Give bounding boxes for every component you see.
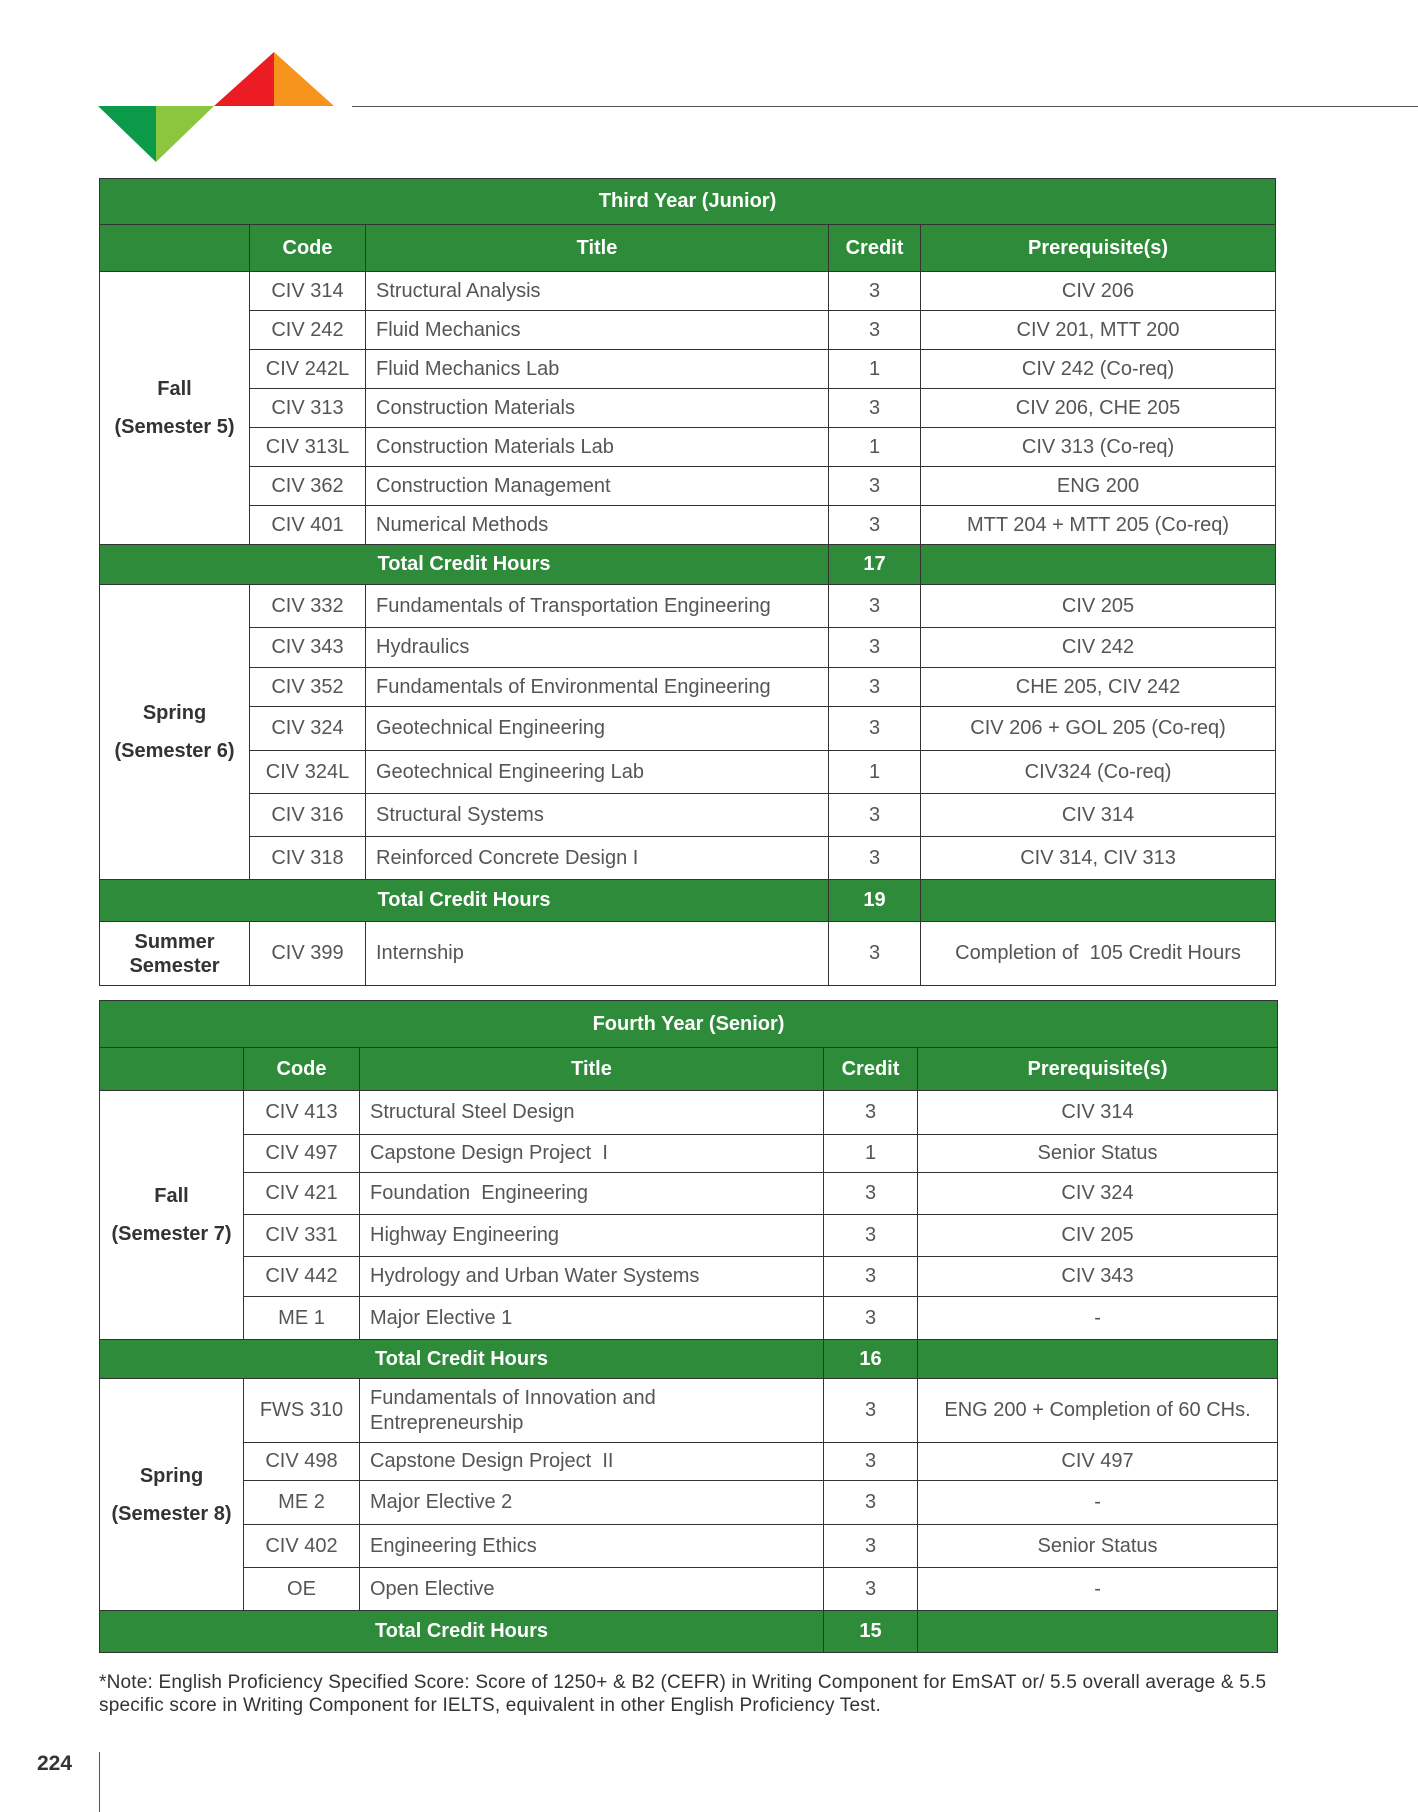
table-row	[100, 628, 1276, 668]
header-credit: Credit	[829, 225, 921, 272]
course-title: Hydrology and Urban Water Systems	[360, 1257, 824, 1297]
semester-name: Fall	[154, 1185, 189, 1207]
total-row	[100, 1611, 1278, 1653]
course-code: CIV 316	[250, 794, 366, 837]
semester-number: (Semester 8)	[111, 1502, 232, 1525]
total-label: Total Credit Hours	[100, 545, 829, 585]
course-prereq: CIV324 (Co-req)	[921, 751, 1276, 794]
course-code: CIV 352	[250, 668, 366, 707]
course-title: Structural Steel Design	[360, 1091, 824, 1135]
table-title: Fourth Year (Senior)	[100, 1001, 1278, 1048]
course-credit: 1	[829, 428, 921, 467]
table-row	[100, 350, 1276, 389]
course-title: Open Elective	[360, 1568, 824, 1611]
english-proficiency-note: *Note: English Proficiency Specified Score: Score of 1250+ & B2 (CEFR) in Writing Component for EmSAT or/ 5.5 overall average & 5.5 specific score in Writing Component for IELTS, equivalent in other English Proficiency Test.	[99, 1672, 1267, 1716]
table-row	[100, 506, 1276, 545]
semester-name: Summer	[134, 930, 215, 953]
course-prereq: -	[918, 1568, 1278, 1611]
course-prereq: CIV 205	[918, 1215, 1278, 1257]
course-prereq: CIV 206	[921, 272, 1276, 311]
course-credit: 3	[829, 837, 921, 880]
table-title: Third Year (Junior)	[100, 179, 1276, 225]
course-code: CIV 343	[250, 628, 366, 668]
course-code: CIV 324	[250, 707, 366, 751]
header-prereq: Prerequisite(s)	[921, 225, 1276, 272]
course-title: Capstone Design Project I	[360, 1135, 824, 1173]
logo-red-triangle	[214, 52, 274, 106]
semester-label	[100, 1379, 244, 1611]
table-row	[100, 751, 1276, 794]
course-title: Geotechnical Engineering	[366, 707, 829, 751]
course-credit: 3	[829, 272, 921, 311]
course-prereq: CIV 343	[918, 1257, 1278, 1297]
course-code: ME 1	[244, 1297, 360, 1340]
course-prereq: ENG 200	[921, 467, 1276, 506]
course-title: Reinforced Concrete Design I	[366, 837, 829, 880]
course-credit: 3	[829, 585, 921, 628]
semester-number: (Semester 6)	[114, 740, 235, 762]
logo-orange-triangle	[274, 52, 334, 106]
table-row	[100, 1443, 1278, 1481]
course-credit: 3	[829, 389, 921, 428]
table-row	[100, 1379, 1278, 1443]
semester-label	[100, 272, 250, 545]
table-row	[100, 1215, 1278, 1257]
course-credit: 3	[829, 794, 921, 837]
table-row	[100, 668, 1276, 707]
course-prereq: MTT 204 + MTT 205 (Co-req)	[921, 506, 1276, 545]
course-prereq: Completion of 105 Credit Hours	[921, 922, 1276, 986]
course-prereq: CIV 314, CIV 313	[921, 837, 1276, 880]
table-row	[100, 1091, 1278, 1135]
header-credit: Credit	[824, 1048, 918, 1091]
course-credit: 3	[829, 707, 921, 751]
course-code: CIV 442	[244, 1257, 360, 1297]
course-credit: 3	[829, 628, 921, 668]
total-value: 15	[824, 1611, 918, 1653]
course-prereq: CIV 314	[921, 794, 1276, 837]
course-prereq: CIV 497	[918, 1443, 1278, 1481]
total-value: 16	[824, 1340, 918, 1379]
course-code: OE	[244, 1568, 360, 1611]
header-title: Title	[360, 1048, 824, 1091]
table-row	[100, 389, 1276, 428]
table-row	[100, 1568, 1278, 1611]
course-credit: 3	[824, 1443, 918, 1481]
course-code: CIV 421	[244, 1173, 360, 1215]
course-title: Engineering Ethics	[360, 1525, 824, 1568]
course-code: CIV 332	[250, 585, 366, 628]
table-row	[100, 794, 1276, 837]
total-empty	[921, 880, 1276, 922]
total-label: Total Credit Hours	[100, 1340, 824, 1379]
course-prereq: CHE 205, CIV 242	[921, 668, 1276, 707]
course-credit: 3	[824, 1481, 918, 1525]
table-row	[100, 1173, 1278, 1215]
course-prereq: CIV 314	[918, 1091, 1278, 1135]
header-code: Code	[244, 1048, 360, 1091]
total-empty	[921, 545, 1276, 585]
table-row	[100, 428, 1276, 467]
course-title: Construction Materials	[366, 389, 829, 428]
course-credit: 3	[824, 1257, 918, 1297]
course-prereq: CIV 242 (Co-req)	[921, 350, 1276, 389]
semester-number: (Semester 5)	[114, 416, 235, 438]
table-row	[100, 1525, 1278, 1568]
table-row	[100, 272, 1276, 311]
total-label: Total Credit Hours	[100, 880, 829, 922]
header-prereq: Prerequisite(s)	[918, 1048, 1278, 1091]
table-row	[100, 707, 1276, 751]
course-prereq: CIV 206, CHE 205	[921, 389, 1276, 428]
course-title: Major Elective 2	[360, 1481, 824, 1525]
course-title: Structural Analysis	[366, 272, 829, 311]
course-code: CIV 242	[250, 311, 366, 350]
course-code: CIV 401	[250, 506, 366, 545]
course-title: Highway Engineering	[360, 1215, 824, 1257]
course-title: Construction Management	[366, 467, 829, 506]
course-prereq: Senior Status	[918, 1525, 1278, 1568]
course-prereq: -	[918, 1481, 1278, 1525]
fourth-year-table	[99, 1000, 1278, 1653]
header-empty	[100, 1048, 244, 1091]
course-title: Structural Systems	[366, 794, 829, 837]
third-year-table	[99, 178, 1276, 986]
course-title: Fluid Mechanics Lab	[366, 350, 829, 389]
course-title: Fluid Mechanics	[366, 311, 829, 350]
course-credit: 3	[829, 467, 921, 506]
semester-label	[100, 585, 250, 880]
logo-triangles	[98, 50, 334, 162]
course-credit: 3	[824, 1379, 918, 1443]
header-code: Code	[250, 225, 366, 272]
course-credit: 3	[824, 1568, 918, 1611]
course-title: Construction Materials Lab	[366, 428, 829, 467]
course-title: Major Elective 1	[360, 1297, 824, 1340]
course-credit: 3	[829, 311, 921, 350]
course-prereq: CIV 242	[921, 628, 1276, 668]
semester-number: (Semester 7)	[111, 1223, 232, 1245]
table-row	[100, 1481, 1278, 1525]
header-rule	[352, 106, 1418, 107]
logo-dark-green-triangle	[98, 106, 156, 162]
course-title: Numerical Methods	[366, 506, 829, 545]
course-code: CIV 324L	[250, 751, 366, 794]
course-code: CIV 318	[250, 837, 366, 880]
header-row	[100, 1048, 1278, 1091]
course-prereq: CIV 201, MTT 200	[921, 311, 1276, 350]
course-prereq: CIV 313 (Co-req)	[921, 428, 1276, 467]
total-row	[100, 880, 1276, 922]
course-credit: 3	[824, 1525, 918, 1568]
header-empty	[100, 225, 250, 272]
course-code: ME 2	[244, 1481, 360, 1525]
course-credit: 3	[824, 1091, 918, 1135]
course-credit: 3	[824, 1215, 918, 1257]
table-row	[100, 311, 1276, 350]
semester-label	[100, 1091, 244, 1340]
table-row	[100, 1297, 1278, 1340]
course-code: CIV 399	[250, 922, 366, 986]
total-row	[100, 1340, 1278, 1379]
table-row	[100, 467, 1276, 506]
total-value: 17	[829, 545, 921, 585]
table-row	[100, 837, 1276, 880]
course-title: Geotechnical Engineering Lab	[366, 751, 829, 794]
course-code: CIV 402	[244, 1525, 360, 1568]
table-row	[100, 922, 1276, 986]
semester-name: Fall	[157, 378, 192, 400]
header-row	[100, 225, 1276, 272]
header-title: Title	[366, 225, 829, 272]
course-prereq: -	[918, 1297, 1278, 1340]
course-code: CIV 331	[244, 1215, 360, 1257]
page-number: 224	[37, 1752, 73, 1775]
course-title: Fundamentals of Innovation and Entrepreneurship	[360, 1379, 824, 1443]
table-row	[100, 1135, 1278, 1173]
course-code: FWS 310	[244, 1379, 360, 1443]
total-empty	[918, 1340, 1278, 1379]
table-row	[100, 1257, 1278, 1297]
course-credit: 3	[829, 922, 921, 986]
course-code: CIV 362	[250, 467, 366, 506]
semester-name: Spring	[142, 702, 207, 724]
course-prereq: ENG 200 + Completion of 60 CHs.	[918, 1379, 1278, 1443]
course-prereq: CIV 206 + GOL 205 (Co-req)	[921, 707, 1276, 751]
semester-number: Semester	[129, 954, 220, 977]
course-credit: 3	[824, 1173, 918, 1215]
course-code: CIV 313L	[250, 428, 366, 467]
course-credit: 3	[829, 506, 921, 545]
course-credit: 1	[829, 350, 921, 389]
semester-label	[100, 922, 250, 986]
logo-light-green-triangle	[156, 106, 214, 162]
course-title: Foundation Engineering	[360, 1173, 824, 1215]
course-code: CIV 413	[244, 1091, 360, 1135]
course-code: CIV 313	[250, 389, 366, 428]
course-code: CIV 314	[250, 272, 366, 311]
page-number-rule	[99, 1752, 100, 1812]
course-credit: 3	[829, 668, 921, 707]
course-title: Fundamentals of Environmental Engineering	[366, 668, 829, 707]
course-prereq: Senior Status	[918, 1135, 1278, 1173]
course-code: CIV 498	[244, 1443, 360, 1481]
table-row	[100, 585, 1276, 628]
total-empty	[918, 1611, 1278, 1653]
course-prereq: CIV 205	[921, 585, 1276, 628]
total-value: 19	[829, 880, 921, 922]
total-label: Total Credit Hours	[100, 1611, 824, 1653]
course-title: Hydraulics	[366, 628, 829, 668]
course-title: Fundamentals of Transportation Engineering	[366, 585, 829, 628]
course-prereq: CIV 324	[918, 1173, 1278, 1215]
course-credit: 1	[824, 1135, 918, 1173]
course-title: Capstone Design Project II	[360, 1443, 824, 1481]
course-title: Internship	[366, 922, 829, 986]
course-credit: 1	[829, 751, 921, 794]
semester-name: Spring	[139, 1464, 204, 1487]
course-credit: 3	[824, 1297, 918, 1340]
total-row	[100, 545, 1276, 585]
course-code: CIV 497	[244, 1135, 360, 1173]
course-code: CIV 242L	[250, 350, 366, 389]
